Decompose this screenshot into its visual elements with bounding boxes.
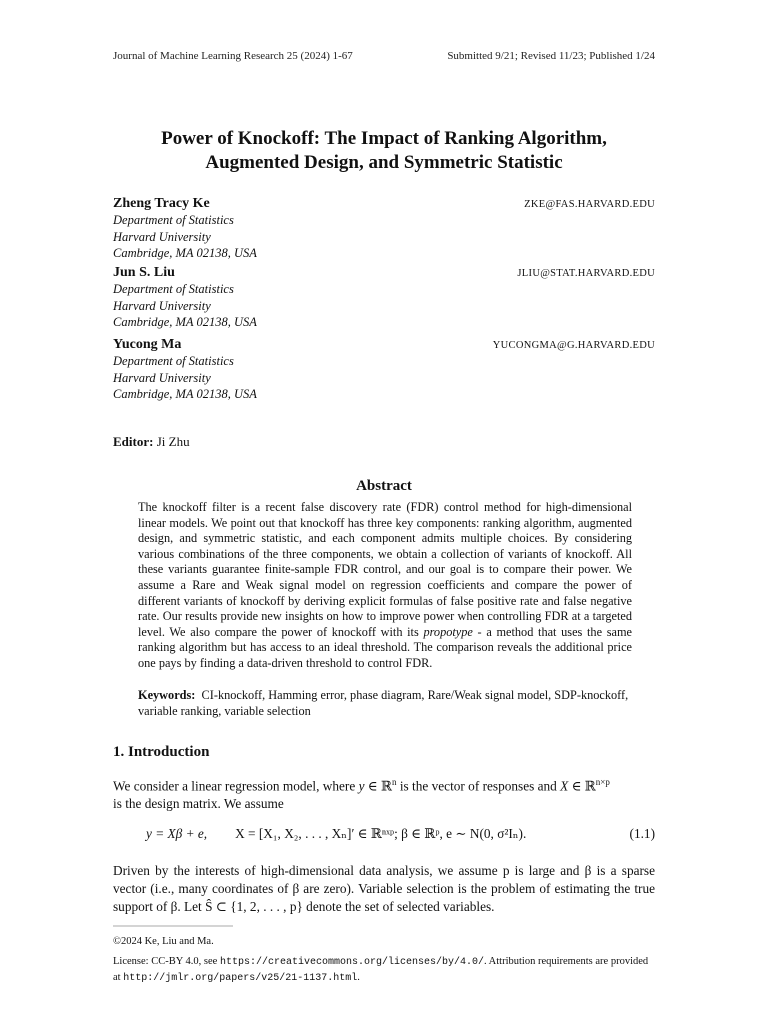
affiliation-address: Cambridge, MA 02138, USA: [113, 315, 257, 329]
paper-title: [0, 127, 768, 175]
author-affiliation: [113, 281, 655, 331]
author-name: Jun S. Liu: [113, 265, 175, 280]
keywords-label: Keywords:: [138, 688, 196, 702]
attribution-link[interactable]: http://jmlr.org/papers/v25/21-1137.html: [123, 973, 358, 984]
author-name: Zheng Tracy Ke: [113, 196, 210, 211]
author-name: Yucong Ma: [113, 337, 182, 352]
license-notice: [113, 954, 655, 986]
affiliation-university: Harvard University: [113, 370, 211, 385]
para-text: is the vector of responses and: [396, 778, 561, 794]
author-block: [113, 265, 655, 331]
license-text: .: [357, 972, 360, 983]
section-heading: 1. Introduction: [113, 744, 210, 760]
editor-label: Editor:: [113, 434, 154, 449]
author-email[interactable]: ZKE@FAS.HARVARD.EDU: [524, 199, 655, 210]
equation-rhs: X = [X₁, X₂, . . . , Xₙ]′ ∈ ℝⁿˣᵖ; β ∈ ℝᵖ, e ∼ N(0, σ²Iₙ).: [235, 826, 527, 841]
intro-paragraph-1: We consider a linear regression model, where y ∈ ℝ$^n$ is the vector of responses and X ∈ ℝ$^{n\times p}$ is the design matrix. We assume: [113, 777, 610, 812]
author-affiliation: [113, 212, 655, 262]
license-text: License: CC-BY 4.0, see: [113, 956, 220, 967]
affiliation-university: Harvard University: [113, 298, 211, 313]
abstract-heading: Abstract: [356, 478, 412, 494]
title-line-2: Augmented Design, and Symmetric Statistic: [205, 152, 563, 173]
keywords-list: CI-knockoff, Hamming error, phase diagram, Rare/Weak signal model, SDP-knockoff, variable ranking, variable selection: [138, 688, 629, 718]
affiliation-dept: Department of Statistics: [113, 213, 234, 227]
title-line-1: Power of Knockoff: The Impact of Ranking Algorithm,: [161, 128, 607, 149]
abstract-body: [138, 500, 632, 672]
abstract-emphasis: propotype: [423, 624, 473, 639]
running-header: [113, 50, 655, 62]
footnote-rule: [113, 925, 233, 927]
author-email[interactable]: JLIU@STAT.HARVARD.EDU: [517, 268, 655, 279]
affiliation-dept: Department of Statistics: [113, 354, 234, 368]
license-text: . Attribution requirements are provided at: [113, 956, 649, 983]
author-block: [113, 337, 655, 403]
affiliation-dept: Department of Statistics: [113, 282, 234, 296]
author-affiliation: [113, 353, 655, 403]
submission-dates: Submitted 9/21; Revised 11/23; Published 1/24: [447, 50, 655, 62]
intro-paragraph-2: Driven by the interests of high-dimensional data analysis, we assume p is large and β is a sparse vector (i.e., many coordinates of β are zero). Variable selection is the problem of estimating the true support of β. Let Ŝ ⊂ {1, 2, . . . , p} denote the set of selected variables.: [113, 863, 655, 914]
copyright-notice: ©2024 Ke, Liu and Ma.: [113, 936, 214, 947]
editor-name: Ji Zhu: [156, 434, 190, 449]
abstract-text: The knockoff filter is a recent false discovery rate (FDR) control method for high-dimensional linear models. We point out that knockoff has three key components: ranking algorithm, augmented design, and symmetric statistic, and each component admits multiple choices. By considering various combinations of the three components, we obtain a collection of variants of knockoff. All these variants guarantee finite-sample FDR control, and our goal is to compare their power. We assume a Rare and Weak signal model on regression coefficients and compare the power of different variants of knockoff by deriving explicit formulas of false positive rate and false negative rate. Our results provide new insights on how to improve power when controlling FDR at a targeted level. We also compare the power of knockoff with its: [138, 500, 632, 639]
author-email[interactable]: YUCONGMA@G.HARVARD.EDU: [492, 340, 655, 351]
affiliation-university: Harvard University: [113, 229, 211, 244]
editor-line: [113, 434, 190, 450]
license-link[interactable]: https://creativecommons.org/licenses/by/4.0/: [219, 957, 484, 968]
equation-lhs: y = Xβ + e,: [146, 826, 208, 841]
author-block: [113, 196, 655, 262]
journal-citation: Journal of Machine Learning Research 25 (2024) 1-67: [113, 50, 353, 62]
para-text: We consider a linear regression model, where: [113, 778, 359, 794]
keywords: [138, 688, 632, 719]
affiliation-address: Cambridge, MA 02138, USA: [113, 246, 257, 260]
equation-number: (1.1): [629, 826, 655, 841]
affiliation-address: Cambridge, MA 02138, USA: [113, 387, 257, 401]
abstract-text-end: - a method that uses the same ranking algorithm but has access to an ideal threshold. The comparison reveals the additional price one pays by finding a data-driven threshold to control FDR.: [138, 624, 632, 670]
para-text: is the design matrix. We assume: [113, 796, 284, 812]
equation-1-1: [146, 826, 655, 842]
